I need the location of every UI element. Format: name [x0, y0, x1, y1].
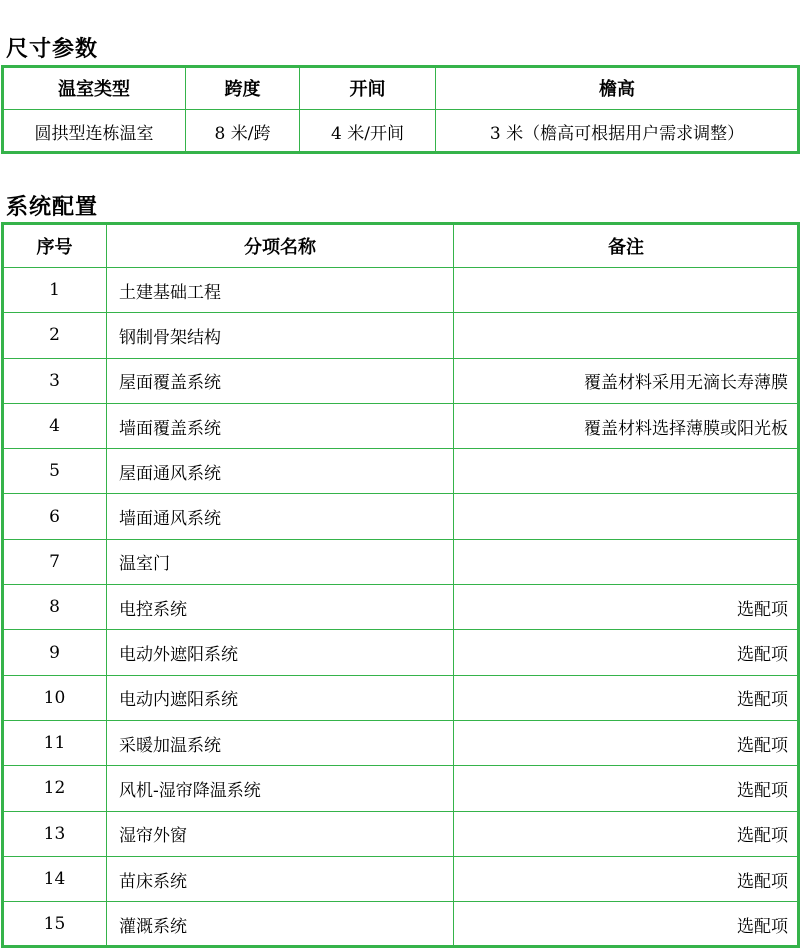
- row-item-name: 屋面通风系统: [107, 449, 454, 494]
- row-remark: 选配项: [454, 675, 799, 720]
- header-item-name: 分项名称: [107, 224, 454, 268]
- table-row: [3, 494, 799, 539]
- row-item-name: 电动内遮阳系统: [107, 675, 454, 720]
- row-remark: 覆盖材料选择薄膜或阳光板: [454, 403, 799, 448]
- row-number: 10: [3, 675, 107, 720]
- config-table: [2, 223, 799, 947]
- dimensions-value-row: [3, 110, 799, 153]
- value-greenhouse-type: 圆拱型连栋温室: [3, 110, 186, 153]
- table-row: [3, 720, 799, 765]
- row-number: 7: [3, 539, 107, 584]
- row-number: 3: [3, 358, 107, 403]
- row-number: 2: [3, 313, 107, 358]
- config-header-row: [3, 224, 799, 268]
- row-number: 15: [3, 902, 107, 947]
- value-span: 8 米/跨: [186, 110, 300, 153]
- row-number: 1: [3, 268, 107, 313]
- table-row: [3, 902, 799, 947]
- header-span: 跨度: [186, 67, 300, 110]
- row-item-name: 墙面覆盖系统: [107, 403, 454, 448]
- row-number: 4: [3, 403, 107, 448]
- dimensions-header-row: [3, 67, 799, 110]
- row-remark: 选配项: [454, 856, 799, 901]
- table-row: [3, 449, 799, 494]
- row-remark: 选配项: [454, 811, 799, 856]
- row-item-name: 采暖加温系统: [107, 720, 454, 765]
- row-item-name: 灌溉系统: [107, 902, 454, 947]
- value-eave-height: 3 米（檐高可根据用户需求调整）: [436, 110, 799, 153]
- row-number: 11: [3, 720, 107, 765]
- row-remark: 选配项: [454, 720, 799, 765]
- row-number: 14: [3, 856, 107, 901]
- row-number: 9: [3, 630, 107, 675]
- table-row: [3, 811, 799, 856]
- header-number: 序号: [3, 224, 107, 268]
- table-row: [3, 585, 799, 630]
- row-remark: 选配项: [454, 630, 799, 675]
- row-item-name: 湿帘外窗: [107, 811, 454, 856]
- config-title: 系统配置: [6, 195, 99, 220]
- dimensions-table: [2, 66, 799, 153]
- row-remark: [454, 449, 799, 494]
- table-row: [3, 675, 799, 720]
- row-remark: 选配项: [454, 585, 799, 630]
- row-number: 12: [3, 766, 107, 811]
- table-row: [3, 766, 799, 811]
- row-item-name: 苗床系统: [107, 856, 454, 901]
- row-remark: [454, 539, 799, 584]
- table-row: [3, 856, 799, 901]
- row-remark: [454, 494, 799, 539]
- row-number: 8: [3, 585, 107, 630]
- table-row: [3, 313, 799, 358]
- row-item-name: 温室门: [107, 539, 454, 584]
- header-bay: 开间: [300, 67, 436, 110]
- row-number: 13: [3, 811, 107, 856]
- row-item-name: 电控系统: [107, 585, 454, 630]
- row-item-name: 墙面通风系统: [107, 494, 454, 539]
- row-item-name: 风机-湿帘降温系统: [107, 766, 454, 811]
- table-row: [3, 358, 799, 403]
- row-item-name: 电动外遮阳系统: [107, 630, 454, 675]
- row-item-name: 屋面覆盖系统: [107, 358, 454, 403]
- row-item-name: 土建基础工程: [107, 268, 454, 313]
- row-remark: 选配项: [454, 766, 799, 811]
- table-row: [3, 403, 799, 448]
- value-bay: 4 米/开间: [300, 110, 436, 153]
- row-remark: 选配项: [454, 902, 799, 947]
- row-number: 6: [3, 494, 107, 539]
- header-remarks: 备注: [454, 224, 799, 268]
- header-eave-height: 檐高: [436, 67, 799, 110]
- table-row: [3, 630, 799, 675]
- header-greenhouse-type: 温室类型: [3, 67, 186, 110]
- row-remark: 覆盖材料采用无滴长寿薄膜: [454, 358, 799, 403]
- table-row: [3, 539, 799, 584]
- table-row: [3, 268, 799, 313]
- row-remark: [454, 268, 799, 313]
- dimensions-title: 尺寸参数: [6, 37, 99, 62]
- row-remark: [454, 313, 799, 358]
- row-number: 5: [3, 449, 107, 494]
- row-item-name: 钢制骨架结构: [107, 313, 454, 358]
